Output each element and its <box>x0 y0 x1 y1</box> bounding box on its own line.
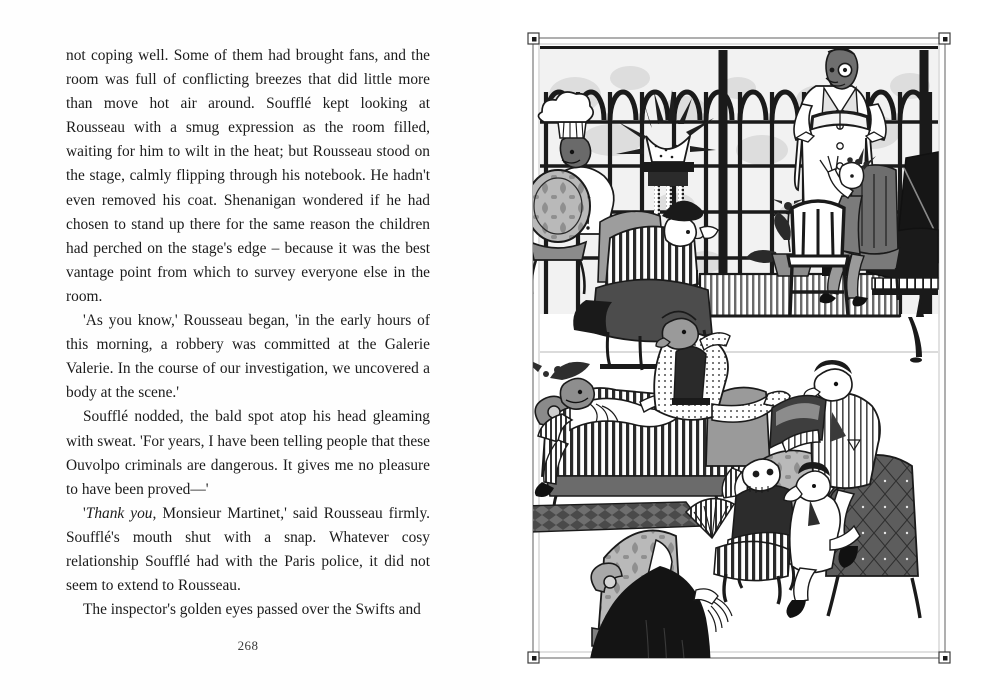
paragraph: not coping well. Some of them had brought fans, and the room was full of conflicting breezes that did little more than move hot air around. Soufflé kept looking at Rousseau with a smug expression as the room filled, waiting for him to wilt in the heat; but Rousseau stood on the stage, calmly flipping through his notebook. He hadn't even removed his coat. Shenanigan wondered if he had chosen to stand up there for the same reason the children had perched on the stage's edge – because it was the best vantage point from which to survey everyone else in the room. <box>66 47 430 305</box>
paragraph: The inspector's golden eyes passed over the Swifts and <box>83 601 421 619</box>
illustration-panel <box>500 0 992 700</box>
stage-dais <box>700 274 900 316</box>
body-text-column <box>66 44 430 653</box>
page-number: 268 <box>237 638 259 653</box>
paragraph-with-italic <box>66 502 430 598</box>
paragraph: Soufflé nodded, the bald spot atop his head gleaming with sweat. 'For years, I have been telling people that these Ouvolpo criminals are dangerous. It gives me no pleasure to have been proved—' <box>66 408 430 498</box>
paragraph: 'As you know,' Rousseau began, 'in the early hours of this morning, a robbery was committed at the Galerie Valerie. In the course of our investigation, we uncovered a body at the scene.' <box>66 312 430 402</box>
salon-scene-illustration <box>500 0 992 700</box>
patterned-rug <box>520 502 704 532</box>
piano-keyboard <box>872 278 938 289</box>
italic-phrase: Thank you, <box>85 504 157 522</box>
inspector-notebook <box>810 111 870 130</box>
paragraph-text: 'Thank you, Monsieur Martinet,' said Rousseau firmly. Soufflé's mouth shut with a snap. Whatever cosy relationship Soufflé had with the Paris police, it did not seem to extend to Rousseau. <box>66 504 430 595</box>
